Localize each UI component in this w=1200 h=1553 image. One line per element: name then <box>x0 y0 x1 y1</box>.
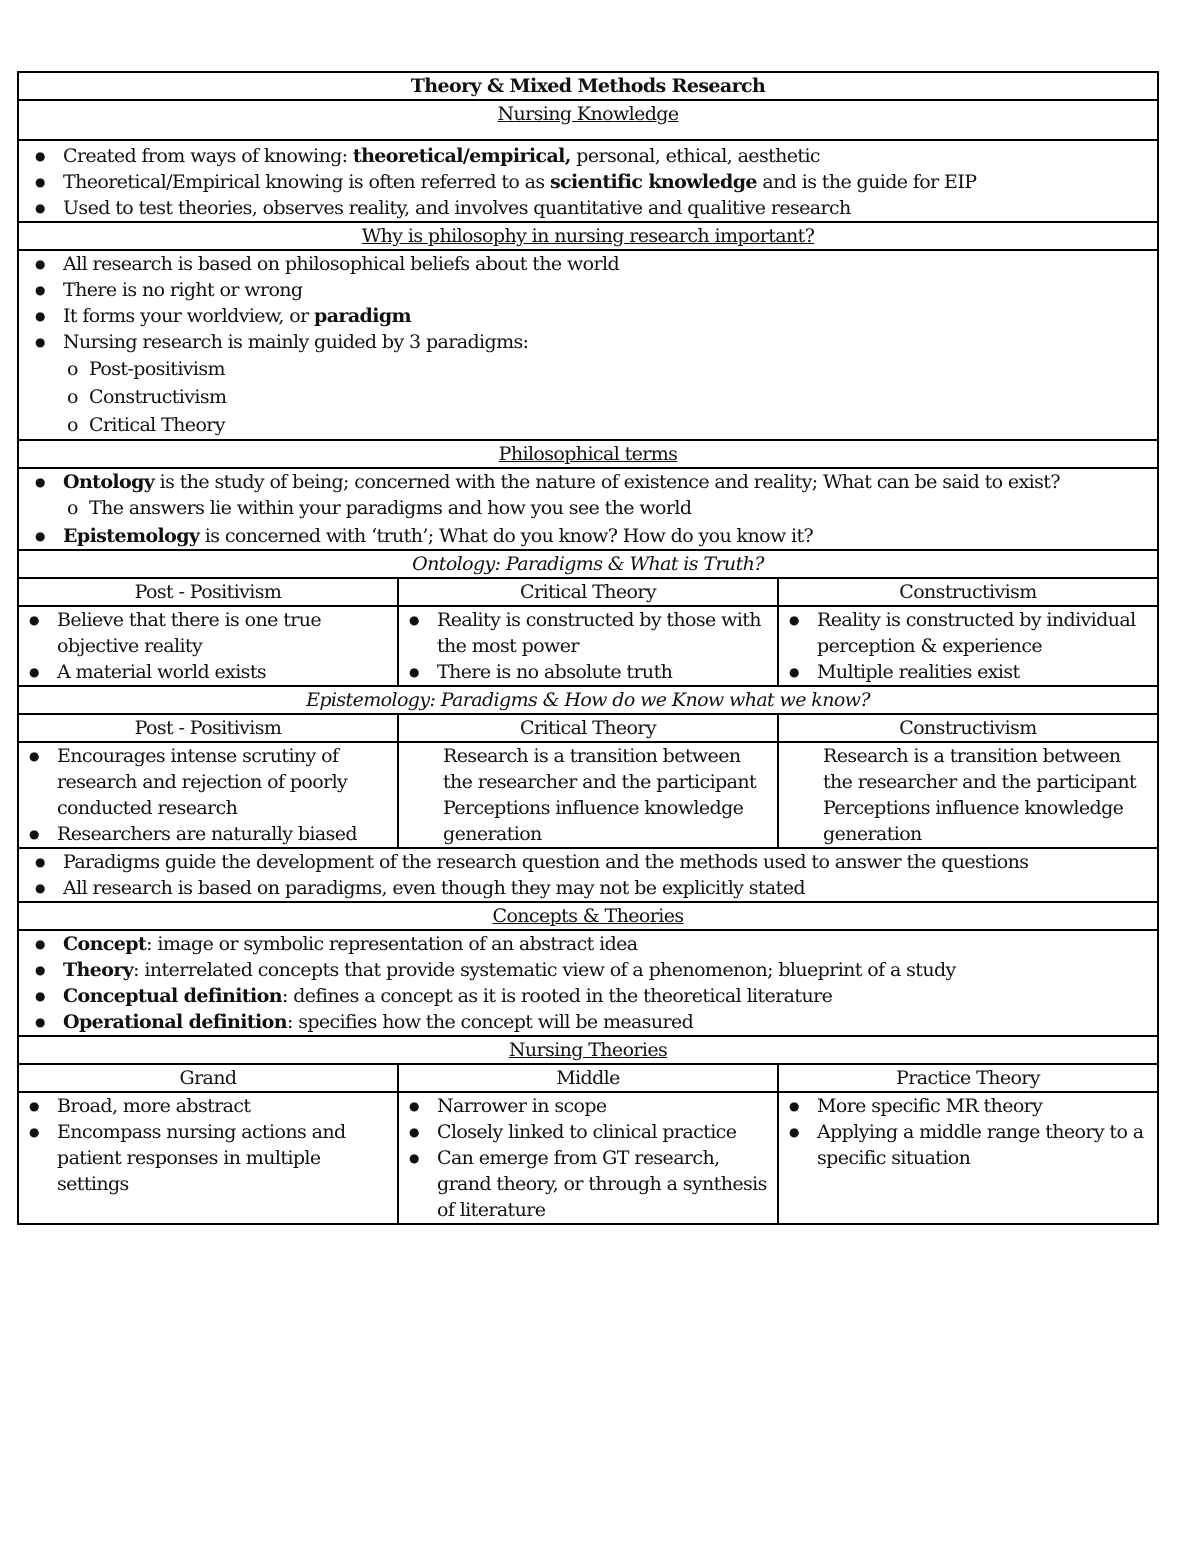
concepts-list <box>18 930 1158 1036</box>
section-heading-concepts-theories: Concepts & Theories <box>18 902 1158 930</box>
grand-theory-cell <box>18 1092 398 1224</box>
section-heading-nursing-theories: Nursing Theories <box>18 1036 1158 1064</box>
column-header: Critical Theory <box>398 578 778 606</box>
column-header: Constructivism <box>778 578 1158 606</box>
sub-list-item: o Post-positivism <box>27 355 1149 383</box>
notes-table <box>17 71 1159 1225</box>
sub-list-item: o Critical Theory <box>27 411 1149 439</box>
list-item: ● Broad, more abstract <box>27 1093 389 1119</box>
column-header: Post - Positivism <box>18 578 398 606</box>
middle-theory-cell <box>398 1092 778 1224</box>
ontology-critical-theory-cell <box>398 606 778 686</box>
list-item: ● Paradigms guide the development of the research question and the methods used to answer the questions <box>27 849 1149 875</box>
list-item: ● Epistemology is concerned with ‘truth’; What do you know? How do you know it? <box>27 523 1149 549</box>
column-header: Practice Theory <box>778 1064 1158 1092</box>
list-item: Perceptions influence knowledge generation <box>443 797 744 845</box>
list-item: ● Ontology is the study of being; concerned with the nature of existence and reality; What can be said to exist? <box>27 469 1149 495</box>
document-title: Theory & Mixed Methods Research <box>18 72 1158 100</box>
practice-theory-cell <box>778 1092 1158 1224</box>
list-item: ● Reality is constructed by those with the most power <box>407 607 769 659</box>
list-item: ● Believe that there is one true objective reality <box>27 607 389 659</box>
column-header: Critical Theory <box>398 714 778 742</box>
section-heading-philosophy: Why is philosophy in nursing research important? <box>18 222 1158 250</box>
paradigm-notes-list <box>18 848 1158 902</box>
list-item: ● Concept: image or symbolic representation of an abstract idea <box>27 931 1149 957</box>
column-header: Post - Positivism <box>18 714 398 742</box>
list-item: ● Closely linked to clinical practice <box>407 1119 769 1145</box>
section-heading-nursing-knowledge: Nursing Knowledge <box>18 100 1158 140</box>
list-item: ● Reality is constructed by individual perception & experience <box>787 607 1149 659</box>
sub-list-item: o The answers lie within your paradigms and how you see the world <box>27 495 1149 521</box>
list-item: Perceptions influence knowledge generation <box>823 797 1124 845</box>
list-item: ● It forms your worldview, or paradigm <box>27 303 1149 329</box>
list-item: ● A material world exists <box>27 659 389 685</box>
nursing-knowledge-list <box>18 140 1158 222</box>
column-header: Grand <box>18 1064 398 1092</box>
list-item: ● All research is based on philosophical beliefs about the world <box>27 251 1149 277</box>
ontology-constructivism-cell <box>778 606 1158 686</box>
list-item: ● Can emerge from GT research, grand theory, or through a synthesis of literature <box>407 1145 769 1223</box>
list-item: ● Narrower in scope <box>407 1093 769 1119</box>
list-item: ● Encompass nursing actions and patient responses in multiple settings <box>27 1119 389 1197</box>
list-item: ● Used to test theories, observes reality, and involves quantitative and qualitive research <box>27 195 1149 221</box>
list-item: ● Created from ways of knowing: theoretical/empirical, personal, ethical, aesthetic <box>27 143 1149 169</box>
list-item: ● Researchers are naturally biased <box>27 821 389 847</box>
list-item: ● Applying a middle range theory to a specific situation <box>787 1119 1149 1171</box>
ontology-table-heading: Ontology: Paradigms & What is Truth? <box>18 550 1158 578</box>
list-item: ● Theoretical/Empirical knowing is often referred to as scientific knowledge and is the guide for EIP <box>27 169 1149 195</box>
column-header: Middle <box>398 1064 778 1092</box>
section-heading-philosophical-terms: Philosophical terms <box>18 440 1158 468</box>
list-item: Research is a transition between the researcher and the participant <box>823 745 1137 793</box>
sub-list-item: o Constructivism <box>27 383 1149 411</box>
philosophy-list <box>18 250 1158 440</box>
epistemology-critical-theory-cell <box>398 742 778 848</box>
list-item: ● Conceptual definition: defines a concept as it is rooted in the theoretical literature <box>27 983 1149 1009</box>
list-item: Research is a transition between the researcher and the participant <box>443 745 757 793</box>
epistemology-table-heading: Epistemology: Paradigms & How do we Know what we know? <box>18 686 1158 714</box>
column-header: Constructivism <box>778 714 1158 742</box>
list-item: ● Operational definition: specifies how the concept will be measured <box>27 1009 1149 1035</box>
epistemology-post-positivism-cell <box>18 742 398 848</box>
list-item: ● There is no right or wrong <box>27 277 1149 303</box>
list-item: ● All research is based on paradigms, even though they may not be explicitly stated <box>27 875 1149 901</box>
list-item: ● Encourages intense scrutiny of research and rejection of poorly conducted research <box>27 743 389 821</box>
list-item: ● Nursing research is mainly guided by 3 paradigms: <box>27 329 1149 355</box>
epistemology-constructivism-cell <box>778 742 1158 848</box>
list-item: ● There is no absolute truth <box>407 659 769 685</box>
list-item: ● More specific MR theory <box>787 1093 1149 1119</box>
ontology-post-positivism-cell <box>18 606 398 686</box>
list-item: ● Multiple realities exist <box>787 659 1149 685</box>
philosophical-terms-list <box>18 468 1158 550</box>
list-item: ● Theory: interrelated concepts that provide systematic view of a phenomenon; blueprint of a study <box>27 957 1149 983</box>
